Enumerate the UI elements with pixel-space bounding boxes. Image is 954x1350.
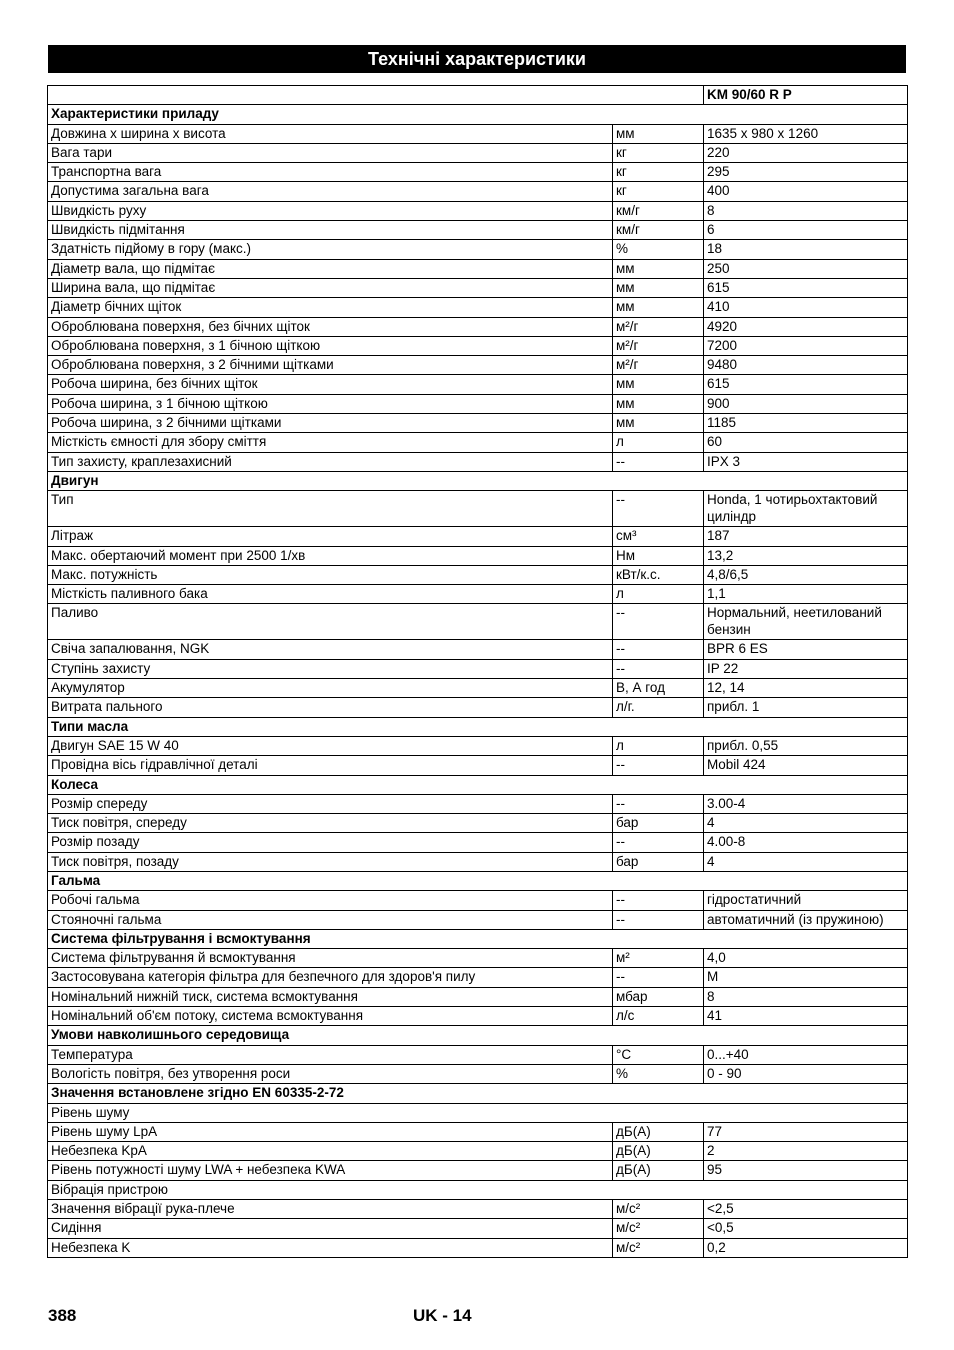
spec-label: Тиск повітря, спереду: [48, 814, 613, 833]
table-row: [48, 182, 908, 201]
page-number: 388: [48, 1306, 77, 1325]
spec-unit: л/г.: [613, 698, 704, 717]
section-header-row: [48, 929, 908, 948]
spec-label: Рівень шуму LpA: [48, 1122, 613, 1141]
table-row: [48, 527, 908, 546]
spec-value: 6: [704, 221, 908, 240]
spec-unit: кВт/к.с.: [613, 565, 704, 584]
spec-value: 220: [704, 143, 908, 162]
table-row: [48, 356, 908, 375]
spec-unit: м²/г: [613, 336, 704, 355]
spec-unit: дБ(А): [613, 1142, 704, 1161]
spec-unit: °C: [613, 1045, 704, 1064]
table-row: [48, 1064, 908, 1083]
spec-unit: кг: [613, 163, 704, 182]
spec-value: 4.00-8: [704, 833, 908, 852]
subsection-row: [48, 1103, 908, 1122]
spec-value: <0,5: [704, 1219, 908, 1238]
spec-value: 1635 x 980 x 1260: [704, 124, 908, 143]
section-title: Система фільтрування і всмоктування: [48, 929, 908, 948]
spec-label: Макс. потужність: [48, 565, 613, 584]
spec-value: 410: [704, 298, 908, 317]
table-row: [48, 317, 908, 336]
spec-value: прибл. 1: [704, 698, 908, 717]
spec-unit: кг: [613, 182, 704, 201]
table-row: [48, 987, 908, 1006]
spec-unit: м²/г: [613, 317, 704, 336]
spec-unit: мм: [613, 259, 704, 278]
spec-value: 4920: [704, 317, 908, 336]
table-row: [48, 814, 908, 833]
spec-label: Тип захисту, краплезахисний: [48, 452, 613, 471]
table-row: [48, 736, 908, 755]
table-row: [48, 221, 908, 240]
spec-label: Розмір позаду: [48, 833, 613, 852]
spec-value: автоматичний (із пружиною): [704, 910, 908, 929]
table-row: [48, 394, 908, 413]
spec-value: 95: [704, 1161, 908, 1180]
spec-label: Паливо: [48, 604, 613, 640]
table-row: [48, 433, 908, 452]
spec-unit: кг: [613, 143, 704, 162]
spec-unit: дБ(А): [613, 1122, 704, 1141]
spec-value: 187: [704, 527, 908, 546]
table-row: [48, 833, 908, 852]
spec-label: Розмір спереду: [48, 794, 613, 813]
spec-unit: бар: [613, 852, 704, 871]
spec-unit: м²: [613, 949, 704, 968]
section-title: Гальма: [48, 871, 908, 890]
spec-label: Тиск повітря, позаду: [48, 852, 613, 871]
spec-unit: --: [613, 491, 704, 527]
spec-label: Застосовувана категорія фільтра для безпечного для здоров'я пилу: [48, 968, 613, 987]
table-row: [48, 240, 908, 259]
table-row: [48, 163, 908, 182]
spec-label: Провідна вісь гідравлічної деталі: [48, 756, 613, 775]
spec-value: 12, 14: [704, 679, 908, 698]
spec-label: Витрата пального: [48, 698, 613, 717]
specs-table: [47, 85, 908, 1258]
spec-value: M: [704, 968, 908, 987]
spec-label: Здатність підйому в гору (макс.): [48, 240, 613, 259]
section-header-row: [48, 471, 908, 490]
spec-unit: дБ(А): [613, 1161, 704, 1180]
spec-label: Рівень потужності шуму LWA + небезпека KWA: [48, 1161, 613, 1180]
table-row: [48, 756, 908, 775]
spec-value: IPX 3: [704, 452, 908, 471]
section-header-row: [48, 1026, 908, 1045]
table-row: [48, 1238, 908, 1257]
spec-label: Тип: [48, 491, 613, 527]
spec-unit: м/с²: [613, 1200, 704, 1219]
spec-value: 250: [704, 259, 908, 278]
spec-label: Стояночні гальма: [48, 910, 613, 929]
header-empty-cell: [48, 86, 704, 105]
section-title: Колеса: [48, 775, 908, 794]
spec-unit: --: [613, 659, 704, 678]
spec-label: Небезпека KpA: [48, 1142, 613, 1161]
spec-label: Оброблювана поверхня, з 2 бічними щітками: [48, 356, 613, 375]
spec-unit: км/г: [613, 221, 704, 240]
spec-value: Mobil 424: [704, 756, 908, 775]
spec-value: 615: [704, 375, 908, 394]
spec-value: IP 22: [704, 659, 908, 678]
spec-value: 4,0: [704, 949, 908, 968]
spec-value: гідростатичний: [704, 891, 908, 910]
spec-label: Робоча ширина, з 1 бічною щіткою: [48, 394, 613, 413]
spec-unit: --: [613, 756, 704, 775]
table-row: [48, 1161, 908, 1180]
table-row: [48, 278, 908, 297]
spec-value: 900: [704, 394, 908, 413]
spec-label: Система фільтрування й всмоктування: [48, 949, 613, 968]
table-row: [48, 1142, 908, 1161]
spec-label: Двигун SAE 15 W 40: [48, 736, 613, 755]
spec-label: Швидкість руху: [48, 201, 613, 220]
table-row: [48, 491, 908, 527]
spec-unit: мм: [613, 414, 704, 433]
section-title: Умови навколишнього середовища: [48, 1026, 908, 1045]
spec-value: 77: [704, 1122, 908, 1141]
spec-unit: л: [613, 585, 704, 604]
section-title: Двигун: [48, 471, 908, 490]
section-title: Характеристики приладу: [48, 105, 908, 124]
table-row: [48, 1219, 908, 1238]
spec-unit: мм: [613, 124, 704, 143]
spec-label: Значення вібрації рука-плече: [48, 1200, 613, 1219]
spec-unit: --: [613, 910, 704, 929]
spec-value: 18: [704, 240, 908, 259]
section-header-row: [48, 105, 908, 124]
spec-value: прибл. 0,55: [704, 736, 908, 755]
table-row: [48, 604, 908, 640]
page-title: Технічні характеристики: [48, 45, 906, 73]
spec-value: 41: [704, 1007, 908, 1026]
spec-label: Вага тари: [48, 143, 613, 162]
spec-unit: мм: [613, 278, 704, 297]
table-row: [48, 546, 908, 565]
spec-label: Номінальний нижній тиск, система всмоктування: [48, 987, 613, 1006]
spec-value: 7200: [704, 336, 908, 355]
spec-label: Оброблювана поверхня, без бічних щіток: [48, 317, 613, 336]
spec-value: 0...+40: [704, 1045, 908, 1064]
spec-unit: --: [613, 794, 704, 813]
table-row: [48, 565, 908, 584]
spec-unit: Нм: [613, 546, 704, 565]
spec-unit: мм: [613, 375, 704, 394]
table-row: [48, 852, 908, 871]
spec-unit: --: [613, 891, 704, 910]
spec-label: Робочі гальма: [48, 891, 613, 910]
spec-unit: м/с²: [613, 1238, 704, 1257]
spec-unit: --: [613, 968, 704, 987]
spec-value: 8: [704, 987, 908, 1006]
spec-value: Honda, 1 чотирьохтактовий циліндр: [704, 491, 908, 527]
spec-value: 13,2: [704, 546, 908, 565]
spec-unit: В, А год: [613, 679, 704, 698]
table-row: [48, 968, 908, 987]
spec-value: 1,1: [704, 585, 908, 604]
spec-label: Номінальний об'єм потоку, система всмоктування: [48, 1007, 613, 1026]
spec-unit: л/с: [613, 1007, 704, 1026]
section-title: Значення встановлене згідно EN 60335-2-72: [48, 1084, 908, 1103]
spec-value: 8: [704, 201, 908, 220]
spec-label: Транспортна вага: [48, 163, 613, 182]
spec-label: Ступінь захисту: [48, 659, 613, 678]
spec-unit: мм: [613, 298, 704, 317]
spec-value: 0,2: [704, 1238, 908, 1257]
table-row: [48, 414, 908, 433]
section-header-row: [48, 717, 908, 736]
spec-label: Ширина вала, що підмітає: [48, 278, 613, 297]
spec-label: Макс. обертаючий момент при 2500 1/хв: [48, 546, 613, 565]
subsection-row: [48, 1180, 908, 1199]
spec-value: 0 - 90: [704, 1064, 908, 1083]
section-header-row: [48, 871, 908, 890]
subsection-title: Вібрація пристрою: [48, 1180, 908, 1199]
table-row: [48, 794, 908, 813]
spec-value: 1185: [704, 414, 908, 433]
table-row: [48, 640, 908, 659]
spec-unit: мбар: [613, 987, 704, 1006]
spec-label: Небезпека K: [48, 1238, 613, 1257]
table-row: [48, 698, 908, 717]
section-header-row: [48, 1084, 908, 1103]
spec-label: Швидкість підмітання: [48, 221, 613, 240]
spec-value: BPR 6 ES: [704, 640, 908, 659]
table-header-row: [48, 86, 908, 105]
spec-unit: %: [613, 240, 704, 259]
table-row: [48, 659, 908, 678]
spec-value: 295: [704, 163, 908, 182]
spec-label: Місткість паливного бака: [48, 585, 613, 604]
spec-label: Робоча ширина, з 2 бічними щітками: [48, 414, 613, 433]
spec-label: Температура: [48, 1045, 613, 1064]
spec-value: 9480: [704, 356, 908, 375]
table-row: [48, 1122, 908, 1141]
spec-label: Діаметр вала, що підмітає: [48, 259, 613, 278]
spec-value: 3.00-4: [704, 794, 908, 813]
spec-value: 400: [704, 182, 908, 201]
table-row: [48, 336, 908, 355]
spec-unit: л: [613, 433, 704, 452]
spec-unit: бар: [613, 814, 704, 833]
table-row: [48, 910, 908, 929]
table-row: [48, 891, 908, 910]
spec-value: 4: [704, 814, 908, 833]
section-header-row: [48, 775, 908, 794]
spec-value: 615: [704, 278, 908, 297]
spec-value: 2: [704, 1142, 908, 1161]
spec-label: Місткість ємності для збору сміття: [48, 433, 613, 452]
footer-language-page: UK - 14: [413, 1306, 472, 1325]
table-row: [48, 375, 908, 394]
spec-label: Оброблювана поверхня, з 1 бічною щіткою: [48, 336, 613, 355]
spec-unit: --: [613, 640, 704, 659]
spec-label: Свіча запалювання, NGK: [48, 640, 613, 659]
table-row: [48, 1007, 908, 1026]
table-row: [48, 124, 908, 143]
spec-unit: м/с²: [613, 1219, 704, 1238]
spec-unit: м²/г: [613, 356, 704, 375]
spec-unit: %: [613, 1064, 704, 1083]
table-row: [48, 143, 908, 162]
spec-value: 4: [704, 852, 908, 871]
table-row: [48, 298, 908, 317]
spec-label: Робоча ширина, без бічних щіток: [48, 375, 613, 394]
section-title: Типи масла: [48, 717, 908, 736]
spec-unit: см³: [613, 527, 704, 546]
table-row: [48, 585, 908, 604]
model-name: KM 90/60 R P: [704, 86, 908, 105]
spec-value: 60: [704, 433, 908, 452]
spec-unit: мм: [613, 394, 704, 413]
spec-label: Акумулятор: [48, 679, 613, 698]
spec-label: Довжина х ширина х висота: [48, 124, 613, 143]
table-row: [48, 679, 908, 698]
subsection-title: Рівень шуму: [48, 1103, 908, 1122]
table-row: [48, 1200, 908, 1219]
table-row: [48, 201, 908, 220]
spec-unit: --: [613, 833, 704, 852]
spec-label: Сидіння: [48, 1219, 613, 1238]
spec-unit: --: [613, 452, 704, 471]
table-row: [48, 1045, 908, 1064]
spec-unit: км/г: [613, 201, 704, 220]
spec-label: Літраж: [48, 527, 613, 546]
spec-label: Діаметр бічних щіток: [48, 298, 613, 317]
table-row: [48, 949, 908, 968]
spec-unit: л: [613, 736, 704, 755]
spec-label: Допустима загальна вага: [48, 182, 613, 201]
spec-value: Нормальний, неетилований бензин: [704, 604, 908, 640]
spec-label: Вологість повітря, без утворення роси: [48, 1064, 613, 1083]
table-row: [48, 259, 908, 278]
spec-unit: --: [613, 604, 704, 640]
spec-value: <2,5: [704, 1200, 908, 1219]
spec-value: 4,8/6,5: [704, 565, 908, 584]
table-row: [48, 452, 908, 471]
